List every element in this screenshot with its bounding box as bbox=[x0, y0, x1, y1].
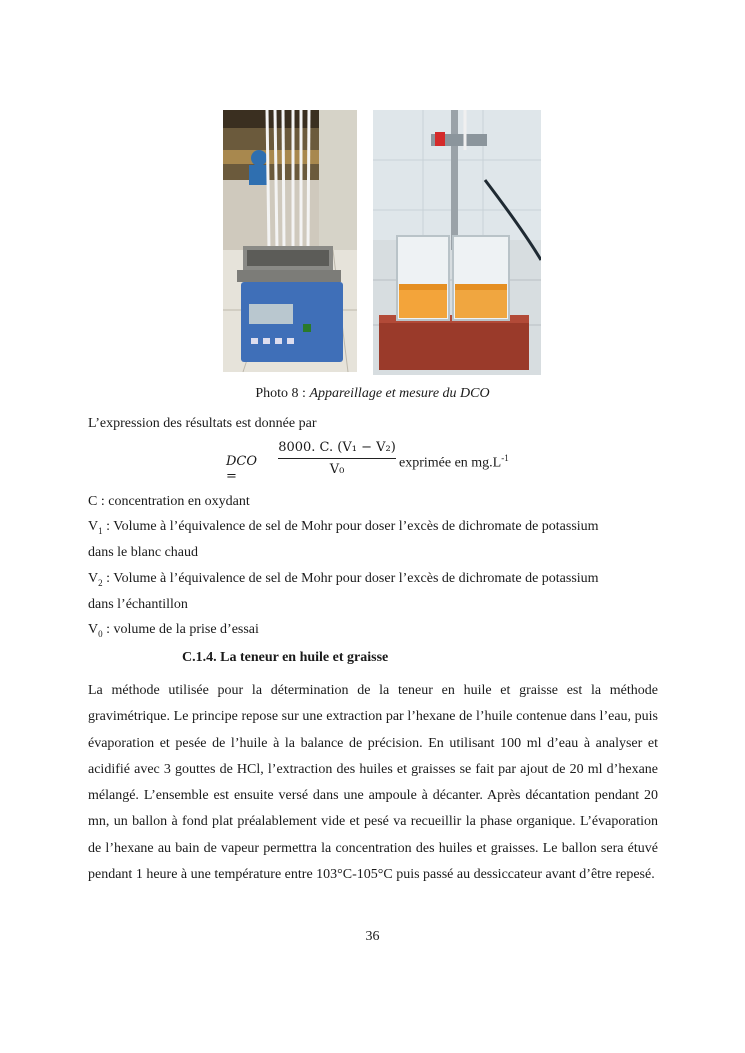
definition-v1-continued: dans le blanc chaud bbox=[88, 545, 199, 560]
formula-lhs: DCO = bbox=[226, 454, 258, 484]
section-heading: C.1.4. La teneur en huile et graisse bbox=[182, 650, 389, 665]
page-number: 36 bbox=[365, 929, 380, 944]
formula-numerator: 8000. C. (V₁ − V₂) bbox=[278, 440, 396, 459]
formula-unit-text: exprimée en mg.L bbox=[399, 455, 502, 471]
v1-subscript: 1 bbox=[98, 525, 103, 536]
v0-symbol: V bbox=[88, 622, 99, 637]
v2-text: : Volume à l’équivalence de sel de Mohr pour doser l’excès de dichromate de potassium bbox=[102, 571, 599, 586]
definition-v2 bbox=[88, 571, 599, 588]
formula-unit bbox=[399, 453, 509, 472]
figure-caption bbox=[0, 386, 745, 402]
caption-prefix: Photo 8 : bbox=[255, 386, 310, 401]
definition-v2-continued: dans l’échantillon bbox=[88, 597, 188, 612]
body-paragraph: La méthode utilisée pour la détermination de la teneur en huile et graisse est la méthode gravimétrique. Le principe repose sur une extraction par l’hexane de l’huile contenue dans l’eau, puis évaporation et pesée de l’huile à la balance de précision. En utilisant 100 ml d’eau à analyser et acidifié avec 3 gouttes de HCl, l’extraction des huiles et graisses se fait par ajout de 20 ml d’hexane mélangé. L’ensemble est ensuite versé dans une ampoule à décanter. Après décantation pendant 20 mn, un ballon à fond plat préalablement vide et pesé va recueillir la phase organique. L’évaporation de l’hexane au bain de vapeur permettra la concentration des huiles et graisses. Le ballon sera étuvé pendant 1 heure à une température entre 103°C-105°C puis passé au dessiccateur avant d’être repesé. bbox=[88, 683, 658, 883]
caption-title: Appareillage et mesure du DCO bbox=[309, 386, 490, 401]
photo-titration-beakers bbox=[373, 110, 541, 375]
definition-v1 bbox=[88, 519, 599, 536]
formula-unit-exponent: -1 bbox=[501, 453, 509, 463]
definition-c: C : concentration en oxydant bbox=[88, 494, 250, 509]
formula-fraction bbox=[278, 440, 396, 477]
intro-text: L’expression des résultats est donnée par bbox=[88, 416, 317, 431]
v2-subscript: 2 bbox=[98, 577, 103, 588]
definition-v0 bbox=[88, 622, 259, 639]
formula-denominator: V₀ bbox=[329, 462, 345, 477]
v0-subscript: 0 bbox=[98, 628, 103, 639]
v2-symbol: V bbox=[88, 571, 99, 586]
v0-text: : volume de la prise d’essai bbox=[102, 622, 259, 637]
v1-text: : Volume à l’équivalence de sel de Mohr pour doser l’excès de dichromate de potassium bbox=[102, 519, 599, 534]
photo-digestion-block bbox=[223, 110, 357, 372]
v1-symbol: V bbox=[88, 519, 99, 534]
